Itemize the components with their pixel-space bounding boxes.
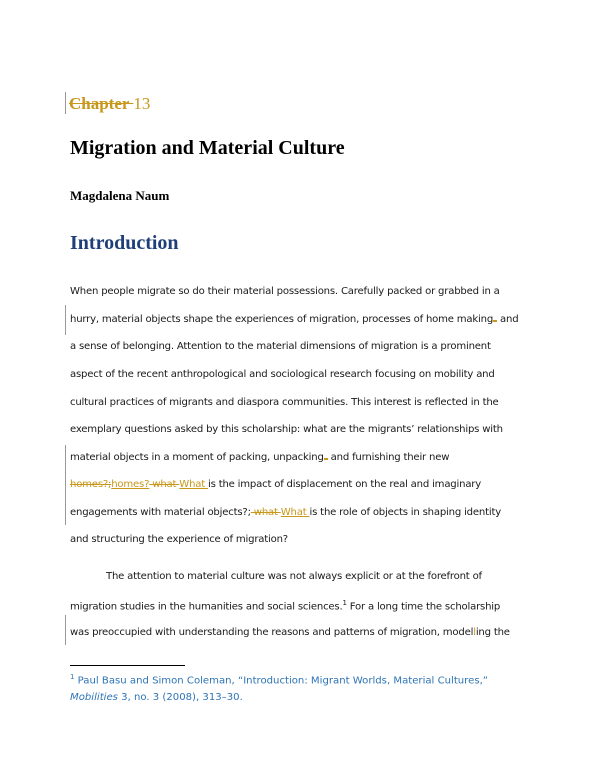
inserted-text: What	[280, 507, 310, 518]
paragraph-line	[70, 479, 481, 490]
text-span: is the role of objects in shaping identity	[309, 507, 501, 518]
text-span: For a long time the scholarship	[346, 601, 501, 613]
text-span: and	[497, 314, 519, 325]
chapter-label	[69, 94, 150, 114]
deleted-text: what	[250, 507, 281, 518]
footnote-text: 3, no. 3 (2008), 313–30.	[117, 692, 243, 703]
paragraph-line: exemplary questions asked by this scholarship: what are the migrants’ relationships with	[70, 424, 503, 435]
paragraph-line: a sense of belonging. Attention to the material dimensions of migration is a prominent	[70, 341, 491, 352]
inserted-text: What	[179, 479, 209, 490]
author-name: Magdalena Naum	[70, 188, 170, 203]
footnote-continued	[70, 692, 243, 703]
footnote	[70, 673, 488, 686]
chapter-deleted-text: Chapter	[69, 94, 134, 113]
deleted-text: what	[149, 479, 180, 490]
paragraph-line: cultural practices of migrants and diaspora communities. This interest is reflected in the	[70, 397, 499, 408]
deleted-text: homes?;	[70, 479, 112, 490]
revision-bar	[65, 615, 66, 645]
paragraph-line	[70, 599, 500, 612]
footnote-separator	[70, 665, 185, 666]
inserted-text: l	[473, 627, 476, 638]
text-span: ing the	[475, 627, 510, 638]
paragraph-line	[70, 452, 449, 463]
text-span: hurry, material objects shape the experiences of migration, processes of home making	[70, 314, 494, 325]
paragraph-line	[70, 507, 501, 518]
text-span: was preoccupied with understanding the reasons and patterns of migration, model	[70, 627, 474, 638]
revision-bar	[65, 92, 66, 114]
journal-title: Mobilities	[70, 692, 118, 703]
footnote-text: Paul Basu and Simon Coleman, “Introduction: Migrant Worlds, Material Cultures,”	[74, 675, 489, 687]
revision-bar	[65, 305, 66, 335]
text-span: material objects in a moment of packing, unpacking	[70, 452, 324, 463]
footnote-number: 1	[70, 673, 75, 681]
footnote-reference[interactable]: 1	[342, 599, 347, 607]
paragraph-line: aspect of the recent anthropological and sociological research focusing on mobility and	[70, 369, 495, 380]
page-title: Migration and Material Culture	[70, 137, 345, 159]
text-span: engagements with material objects?;	[70, 507, 251, 518]
paragraph-line: When people migrate so do their material possessions. Carefully packed or grabbed in a	[70, 286, 500, 297]
paragraph-line	[70, 314, 518, 325]
inserted-text: homes?	[111, 479, 150, 490]
paragraph-line: and structuring the experience of migration?	[70, 534, 288, 545]
text-span: and furnishing their new	[327, 452, 450, 463]
section-heading: Introduction	[70, 232, 179, 254]
chapter-number: 13	[133, 94, 151, 113]
text-span: is the impact of displacement on the real and imaginary	[208, 479, 482, 490]
paragraph-line	[70, 627, 510, 638]
paragraph-line: The attention to material culture was not always explicit or at the forefront of	[106, 571, 482, 582]
text-span: migration studies in the humanities and social sciences.	[70, 601, 343, 613]
revision-bar	[65, 445, 66, 525]
